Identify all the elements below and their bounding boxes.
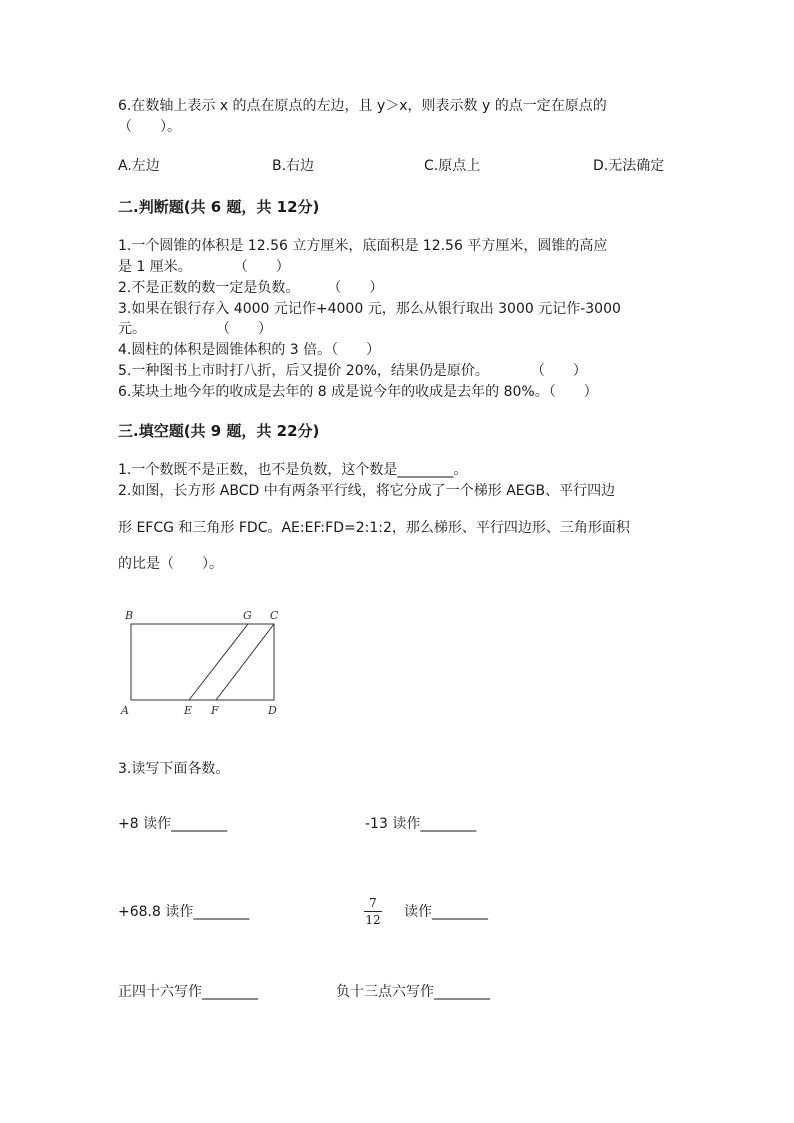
- label-b: B: [125, 609, 134, 622]
- parallel-line-eg: [189, 624, 248, 700]
- q6-line1: 6.在数轴上表示 x 的点在原点的左边，且 y＞x，则表示数 y 的点一定在原点的: [118, 98, 607, 114]
- judge-line-5: 元。 （ ）: [118, 321, 272, 337]
- q6-option-d: D.无法确定: [593, 158, 665, 174]
- parallel-line-fc: [216, 624, 274, 700]
- fraction-7-12: [364, 896, 382, 927]
- read-item-plus8: +8 读作________: [118, 816, 228, 832]
- label-f: F: [211, 704, 219, 717]
- label-a: A: [121, 704, 129, 717]
- judge-line-4: 3.如果在银行存入 4000 元记作+4000 元，那么从银行取出 3000 元记作-3000: [118, 301, 621, 317]
- write-item-46: 正四十六写作________: [118, 984, 258, 1000]
- judge-line-8: 6.某块土地今年的收成是去年的 8 成是说今年的收成是去年的 80%。（ ）: [118, 384, 598, 400]
- label-e: E: [184, 704, 193, 717]
- fill-q2-line1: 2.如图，长方形 ABCD 中有两条平行线，将它分成了一个梯形 AEGB、平行四边: [118, 483, 616, 499]
- q6-option-a: A.左边: [118, 158, 160, 174]
- judge-line-6: 4.圆柱的体积是圆锥体积的 3 倍。（ ）: [118, 342, 381, 358]
- label-c: C: [270, 609, 279, 622]
- section3-heading: 三.填空题(共 9 题，共 22分): [118, 422, 320, 440]
- judge-line-1: 1.一个圆锥的体积是 12.56 立方厘米，底面积是 12.56 平方厘米，圆锥的高应: [118, 238, 608, 254]
- read-item-plus68-8: +68.8 读作________: [118, 904, 250, 920]
- q6-option-c: C.原点上: [424, 158, 481, 174]
- fill-q1: 1.一个数既不是正数，也不是负数，这个数是________。: [118, 462, 468, 478]
- read-item-fraction: 读作________: [404, 904, 488, 920]
- q6-line2: （ ）。: [118, 119, 181, 135]
- fill-q2-line3: 的比是（ ）。: [118, 556, 223, 572]
- fraction-numerator: 7: [369, 896, 377, 910]
- fraction-bar: [364, 911, 382, 912]
- label-d: D: [268, 704, 277, 717]
- section2-heading: 二.判断题(共 6 题，共 12分): [118, 198, 320, 216]
- read-item-minus13: -13 读作________: [365, 816, 477, 832]
- fill-q2-line2: 形 EFCG 和三角形 FDC。AE:EF:FD=2:1:2，那么梯形、平行四边形、三角形面积: [118, 520, 630, 536]
- fill-q3: 3.读写下面各数。: [118, 761, 230, 777]
- fraction-denominator: 12: [365, 913, 381, 927]
- judge-line-7: 5.一种图书上市时打八折，后又提价 20%，结果仍是原价。 （ ）: [118, 363, 587, 379]
- q6-option-b: B.右边: [272, 158, 315, 174]
- rectangle-diagram: [118, 604, 288, 719]
- judge-line-2: 是 1 厘米。 （ ）: [118, 259, 290, 275]
- label-g: G: [243, 609, 252, 622]
- judge-line-3: 2.不是正数的数一定是负数。 （ ）: [118, 280, 384, 296]
- rectangle-abcd-figure: [118, 604, 288, 723]
- rectangle-abcd: [131, 624, 274, 700]
- write-item-neg13-6: 负十三点六写作________: [336, 984, 490, 1000]
